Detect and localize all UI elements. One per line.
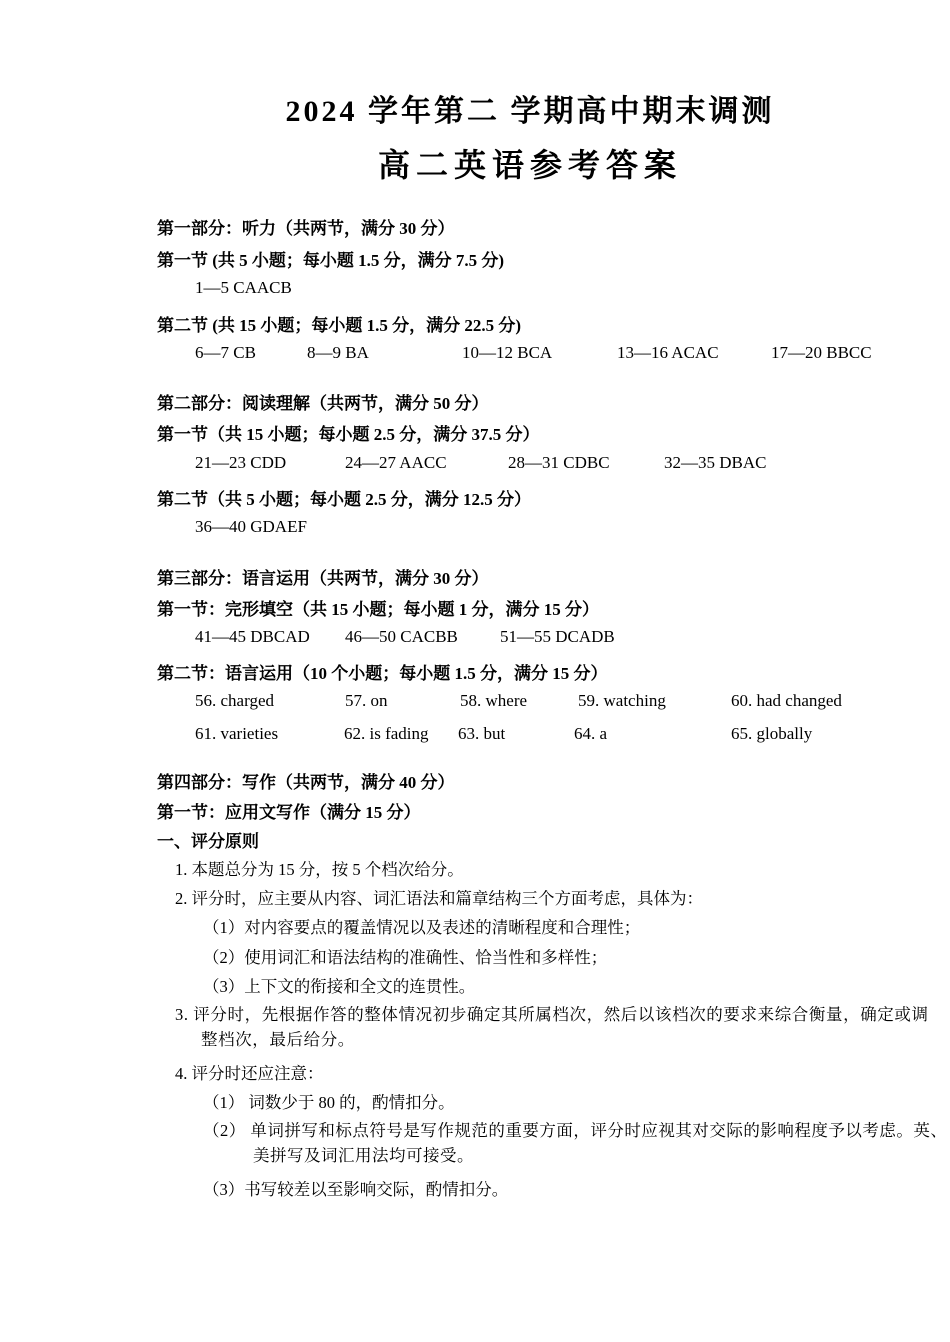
answer-item: 59. watching	[578, 691, 666, 710]
answer-group: 8—9 BA	[307, 343, 369, 362]
answer-item: 64. a	[574, 724, 608, 743]
part4-heading: 第四部分：写作（共两节，满分 40 分）	[157, 773, 455, 792]
rule-subitem: （2） 单词拼写和标点符号是写作规范的重要方面，评分时应视其对交际的影响程度予以考虑。英、美拼写及词汇用法均可接受。	[203, 1121, 948, 1165]
answer-item: 62. is fading	[344, 724, 429, 743]
answer-group: 41—45 DBCAD	[195, 627, 310, 646]
answer-item: 56. charged	[195, 691, 274, 710]
part2-section1-heading: 第一节（共 15 小题；每小题 2.5 分，满分 37.5 分）	[157, 425, 540, 444]
answer-group: 24—27 AACC	[345, 453, 447, 472]
rule-subitem: （3）书写较差以至影响交际，酌情扣分。	[203, 1180, 509, 1199]
part1-section2-heading: 第二节 (共 15 小题；每小题 1.5 分，满分 22.5 分)	[157, 316, 522, 335]
answer-group: 21—23 CDD	[195, 453, 287, 472]
part2-heading: 第二部分：阅读理解（共两节，满分 50 分）	[157, 394, 489, 413]
answer-group: 51—55 DCADB	[500, 627, 615, 646]
rule-item: 3. 评分时，先根据作答的整体情况初步确定其所属档次，然后以该档次的要求来综合衡量，确定或调整档次，最后给分。	[175, 1005, 929, 1049]
part3-section1-heading: 第一节：完形填空（共 15 小题；每小题 1 分，满分 15 分）	[157, 600, 599, 619]
answer-group: 36—40 GDAEF	[195, 517, 307, 536]
answer-group: 13—16 ACAC	[617, 343, 719, 362]
answer-group: 46—50 CACBB	[345, 627, 458, 646]
rule-subitem: （2）使用词汇和语法结构的准确性、恰当性和多样性；	[203, 948, 608, 967]
answer-group: 32—35 DBAC	[664, 453, 767, 472]
part1-section1-heading: 第一节 (共 5 小题；每小题 1.5 分，满分 7.5 分)	[157, 251, 505, 270]
rule-subitem: （1）对内容要点的覆盖情况以及表述的清晰程度和合理性；	[203, 918, 641, 937]
answer-group: 17—20 BBCC	[771, 343, 872, 362]
answer-group: 6—7 CB	[195, 343, 256, 362]
part3-section2-heading: 第二节：语言运用（10 个小题；每小题 1.5 分，满分 15 分）	[157, 664, 608, 683]
answer-group: 28—31 CDBC	[508, 453, 610, 472]
rule-subitem: （1） 词数少于 80 的，酌情扣分。	[203, 1093, 455, 1112]
answer-item: 57. on	[345, 691, 388, 710]
rule-item: 2. 评分时，应主要从内容、词汇语法和篇章结构三个方面考虑，具体为：	[175, 889, 703, 908]
answer-item: 65. globally	[731, 724, 813, 743]
answer-item: 63. but	[458, 724, 506, 743]
part2-section2-heading: 第二节（共 5 小题；每小题 2.5 分，满分 12.5 分）	[157, 490, 531, 509]
rule-subitem: （3）上下文的衔接和全文的连贯性。	[203, 977, 476, 996]
rule-item: 4. 评分时还应注意：	[175, 1064, 324, 1083]
answer-group: 10—12 BCA	[462, 343, 553, 362]
rule-item: 1. 本题总分为 15 分，按 5 个档次给分。	[175, 860, 464, 879]
answer-item: 58. where	[460, 691, 528, 710]
answer-group: 1—5 CAACB	[195, 278, 292, 297]
part3-heading: 第三部分：语言运用（共两节，满分 30 分）	[157, 569, 489, 588]
answer-item: 60. had changed	[731, 691, 842, 710]
document-title: 2024 学年第二 学期高中期末调测	[285, 95, 775, 128]
document-subtitle: 高二英语参考答案	[377, 147, 682, 183]
answer-item: 61. varieties	[195, 724, 279, 743]
principles-heading: 一、评分原则	[157, 832, 259, 851]
part1-heading: 第一部分：听力（共两节，满分 30 分）	[157, 219, 455, 238]
part4-section1-heading: 第一节：应用文写作（满分 15 分）	[157, 803, 421, 822]
